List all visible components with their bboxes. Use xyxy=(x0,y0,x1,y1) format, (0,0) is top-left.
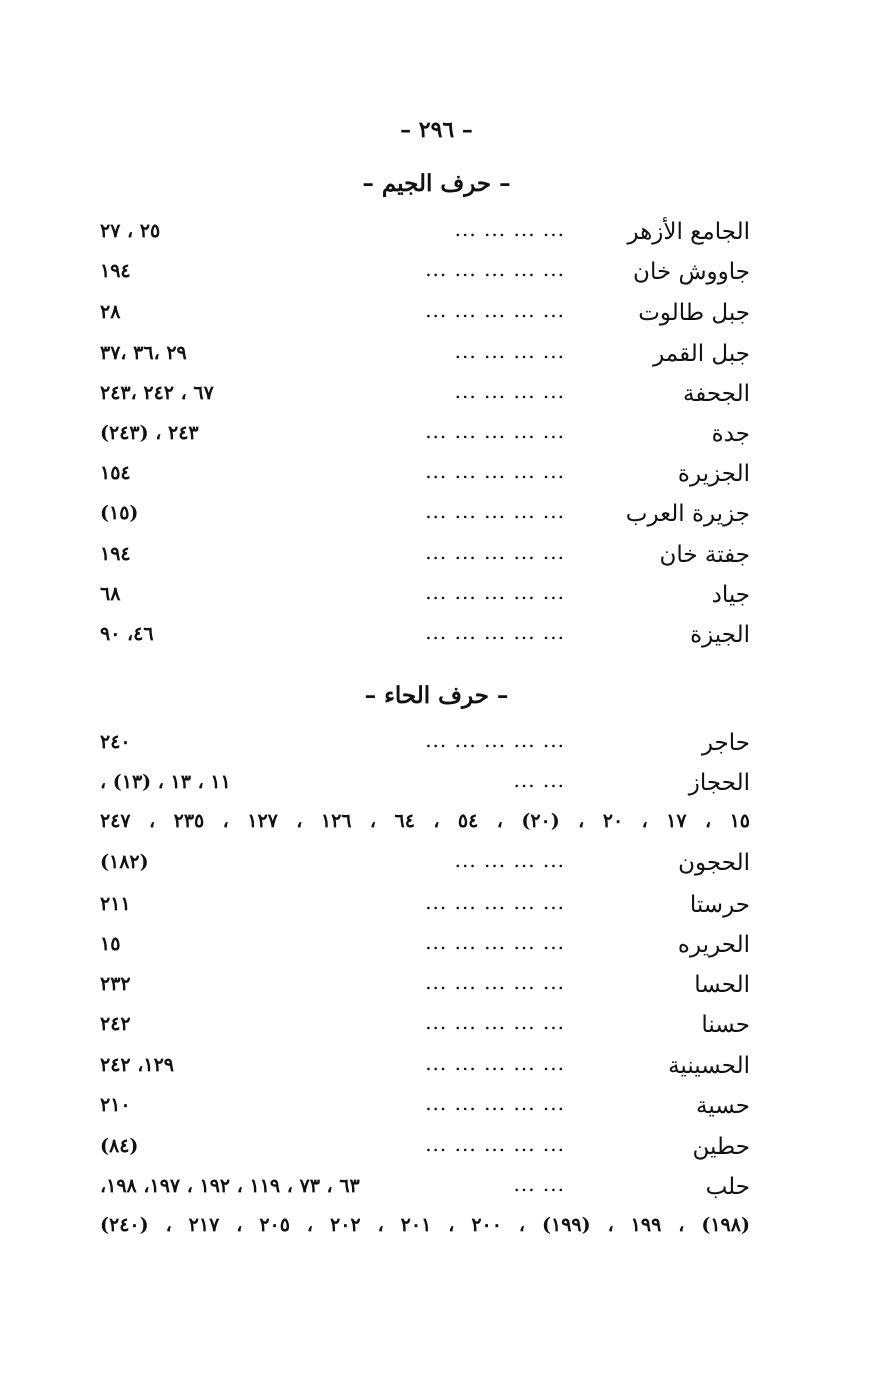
entry-name: جدة xyxy=(711,421,750,447)
entry-name: الحريره xyxy=(677,932,750,958)
entry-page-numbers: ١٩٤ xyxy=(100,260,131,282)
entry-leader-dots: ... ... xyxy=(513,768,565,792)
entry-leader-dots: ... ... ... ... xyxy=(454,379,565,403)
entry-leader-dots: ... ... ... ... ... xyxy=(425,620,565,644)
entry-page-numbers: ٤٦، ٩٠ xyxy=(100,623,154,645)
entry-name: حسنا xyxy=(701,1012,750,1038)
entry-name: حسية xyxy=(695,1093,750,1119)
index-entry xyxy=(100,968,750,1008)
index-entry xyxy=(100,538,750,578)
index-entry xyxy=(100,1049,750,1089)
index-entry xyxy=(100,928,750,968)
index-entry xyxy=(100,457,750,497)
entry-name: حرستا xyxy=(689,892,750,918)
entry-page-numbers: ١١ ، ١٣ ، (١٣) ، xyxy=(100,771,231,793)
entry-page-numbers: (٨٤) xyxy=(100,1135,139,1157)
entry-page-numbers: ٢٤٠ xyxy=(100,731,131,753)
entry-name: حاجر xyxy=(701,730,750,756)
entry-leader-dots: ... ... ... ... ... xyxy=(425,580,565,604)
entry-page-numbers: ٢٩ ،٣٦ ،٣٧ xyxy=(100,342,187,364)
entry-leader-dots: ... ... ... ... ... xyxy=(425,1091,565,1115)
entry-name: الحجون xyxy=(678,850,750,876)
entry-name: جاووش خان xyxy=(633,259,750,285)
entry-leader-dots: ... ... ... ... ... xyxy=(425,1010,565,1034)
index-entry xyxy=(100,215,750,255)
section-heading-ha: – حرف الحاء – xyxy=(364,682,509,709)
index-entry xyxy=(100,578,750,618)
entry-name: جبل طالوت xyxy=(638,300,750,326)
entry-leader-dots: ... ... ... ... ... xyxy=(425,419,565,443)
entry-leader-dots: ... ... ... ... ... xyxy=(425,257,565,281)
entry-page-numbers: ١٥٤ xyxy=(100,462,131,484)
entry-page-numbers: (١٥) xyxy=(100,502,139,524)
entry-leader-dots: ... ... ... ... ... xyxy=(425,970,565,994)
index-entry xyxy=(100,618,750,658)
entry-name: حلب xyxy=(705,1174,750,1200)
entry-leader-dots: ... ... ... ... ... xyxy=(425,459,565,483)
entry-leader-dots: ... ... ... ... ... xyxy=(425,1132,565,1156)
section-heading-jim: – حرف الجيم – xyxy=(362,170,511,197)
entry-name: الجامع الأزهر xyxy=(627,219,750,245)
entry-leader-dots: ... ... ... ... ... xyxy=(425,728,565,752)
index-entry xyxy=(100,497,750,537)
index-entry xyxy=(100,726,750,766)
entry-leader-dots: ... ... ... ... xyxy=(454,217,565,241)
entry-page-numbers: ٢٤٢ xyxy=(100,1013,131,1035)
entry-leader-dots: ... ... ... ... ... xyxy=(425,499,565,523)
index-entry xyxy=(100,337,750,377)
entry-leader-dots: ... ... ... ... xyxy=(454,339,565,363)
entry-name: الحسينية xyxy=(668,1053,750,1079)
entry-name: الحسا xyxy=(694,972,750,998)
index-entry xyxy=(100,888,750,928)
entry-name: الحجاز xyxy=(688,770,750,796)
entry-leader-dots: ... ... ... ... xyxy=(454,848,565,872)
index-entry xyxy=(100,255,750,295)
entry-page-numbers: ٢٤٣ ، (٢٤٣) xyxy=(100,422,199,444)
entry-page-numbers: ١٢٩، ٢٤٢ xyxy=(100,1054,174,1076)
entry-name: جياد xyxy=(711,582,750,608)
entry-page-numbers: ٦٣ ، ٧٣ ، ١١٩ ، ١٩٢ ، ١٩٧، ١٩٨، xyxy=(100,1175,360,1197)
entry-leader-dots: ... ... ... ... ... xyxy=(425,540,565,564)
entry-page-numbers: ٢٨ xyxy=(100,301,121,323)
index-entry xyxy=(100,1008,750,1048)
entry-leader-dots: ... ... ... ... ... xyxy=(425,930,565,954)
entry-page-numbers: ١٩٤ xyxy=(100,543,131,565)
entry-leader-dots: ... ... xyxy=(513,1172,565,1196)
entry-name: الجحفة xyxy=(682,381,750,407)
index-entry xyxy=(100,377,750,417)
entry-page-numbers: (١٨٢) xyxy=(100,851,149,873)
entry-name: الجزيرة xyxy=(677,461,750,487)
entry-leader-dots: ... ... ... ... ... xyxy=(425,1051,565,1075)
entry-name: جفتة خان xyxy=(659,542,750,568)
entry-leader-dots: ... ... ... ... ... xyxy=(425,298,565,322)
entry-page-numbers: ٦٨ xyxy=(100,583,121,605)
index-entry xyxy=(100,846,750,886)
entry-continuation-line: ١٥ ، ١٧ ، ٢٠ ، (٢٠) ، ٥٤ ، ٦٤ ، ١٢٦ ، ١٢٧ ، ٢٣٥ ، ٢٤٧ xyxy=(100,810,750,832)
entry-page-numbers: ١٥ xyxy=(100,933,121,955)
index-entry xyxy=(100,1170,750,1210)
entry-name: حطين xyxy=(692,1134,750,1160)
entry-page-numbers: ٢٥ ، ٢٧ xyxy=(100,220,161,242)
index-entry xyxy=(100,766,750,806)
entry-leader-dots: ... ... ... ... ... xyxy=(425,890,565,914)
page-number: – ٢٩٦ – xyxy=(400,117,473,143)
index-entry xyxy=(100,296,750,336)
entry-name: جبل القمر xyxy=(653,341,750,367)
entry-page-numbers: ٢١١ xyxy=(100,893,131,915)
entry-continuation-line: (١٩٨) ، ١٩٩ ، (١٩٩) ، ٢٠٠ ، ٢٠١ ، ٢٠٢ ، ٢٠٥ ، ٢١٧ ، (٢٤٠) xyxy=(100,1214,750,1236)
entry-page-numbers: ٦٧ ، ٢٤٢ ،٢٤٣ xyxy=(100,382,214,404)
entry-name: جزيرة العرب xyxy=(625,501,750,527)
index-entry xyxy=(100,1130,750,1170)
entry-name: الجيزة xyxy=(690,622,750,648)
entry-page-numbers: ٢١٠ xyxy=(100,1094,131,1116)
index-entry xyxy=(100,417,750,457)
entry-page-numbers: ٢٣٢ xyxy=(100,973,131,995)
index-entry xyxy=(100,1089,750,1129)
